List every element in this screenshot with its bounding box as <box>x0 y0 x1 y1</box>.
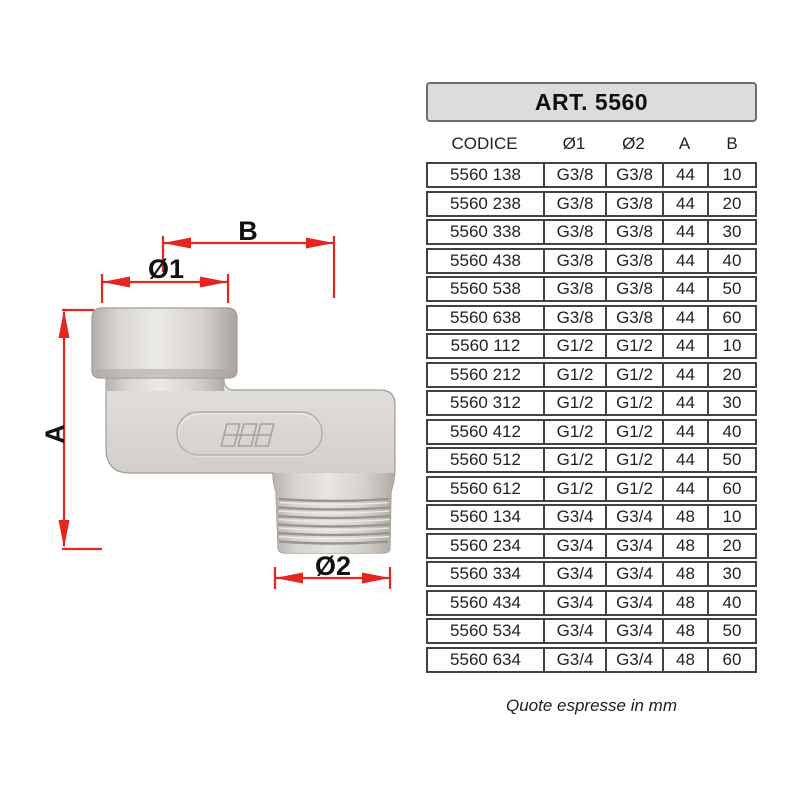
cell-a: 48 <box>662 506 707 528</box>
cell-d1: G3/4 <box>543 592 605 614</box>
cell-b: 50 <box>707 449 755 471</box>
cell-a: 44 <box>662 478 707 500</box>
cell-d2: G3/8 <box>605 307 662 329</box>
table-row <box>426 162 757 188</box>
dim-label-a: A <box>40 424 70 444</box>
cell-codice: 5560 634 <box>450 649 521 669</box>
cell-d2: G1/2 <box>605 392 662 414</box>
cell-a: 44 <box>662 335 707 357</box>
column-header-a: A <box>678 134 691 153</box>
cell-a: 44 <box>662 421 707 443</box>
cell-b: 30 <box>707 563 755 585</box>
cell-a: 48 <box>662 535 707 557</box>
cell-codice: 5560 538 <box>450 279 521 298</box>
table-row <box>426 447 757 473</box>
cell-a: 44 <box>662 221 707 243</box>
cell-b: 10 <box>707 506 755 528</box>
cell-d1: G1/2 <box>543 392 605 414</box>
cell-d1: G1/2 <box>543 364 605 386</box>
cell-b: 50 <box>707 620 755 642</box>
cell-d2: G3/4 <box>605 620 662 642</box>
cell-d2: G3/4 <box>605 563 662 585</box>
column-header-d2: Ø2 <box>622 134 645 153</box>
dim-label-b: B <box>238 216 258 246</box>
cell-a: 44 <box>662 364 707 386</box>
cell-a: 44 <box>662 392 707 414</box>
cell-d2: G3/4 <box>605 592 662 614</box>
cell-a: 48 <box>662 592 707 614</box>
cell-d2: G3/8 <box>605 193 662 215</box>
table-column-headers <box>426 132 757 156</box>
table-title: ART. 5560 <box>426 82 757 122</box>
cell-codice: 5560 612 <box>450 478 521 498</box>
cell-b: 60 <box>707 478 755 500</box>
column-header-b: B <box>726 134 738 153</box>
cell-a: 48 <box>662 649 707 671</box>
cell-b: 40 <box>707 250 755 272</box>
cell-codice: 5560 438 <box>450 250 521 270</box>
cell-b: 30 <box>707 392 755 414</box>
table-row <box>426 647 757 673</box>
cell-codice: 5560 212 <box>450 364 521 384</box>
cell-a: 44 <box>662 193 707 215</box>
cell-codice: 5560 512 <box>450 450 521 469</box>
column-header-codice: CODICE <box>451 134 518 153</box>
table-row <box>426 476 757 502</box>
cell-d1: G3/8 <box>543 278 605 300</box>
dimensions-table <box>426 162 757 675</box>
dim-label-d2: Ø2 <box>314 551 352 581</box>
cell-b: 20 <box>707 364 755 386</box>
cell-codice: 5560 412 <box>450 421 521 441</box>
cell-codice: 5560 434 <box>450 592 521 612</box>
cell-d1: G3/4 <box>543 563 605 585</box>
cell-d1: G1/2 <box>543 478 605 500</box>
fitting-illustration <box>92 308 395 553</box>
column-header-d1: Ø1 <box>562 134 586 153</box>
table-row <box>426 390 757 416</box>
cell-d1: G1/2 <box>543 449 605 471</box>
cell-b: 40 <box>707 592 755 614</box>
cell-codice: 5560 338 <box>450 222 521 241</box>
cell-codice: 5560 534 <box>450 621 521 640</box>
cell-d1: G3/8 <box>543 221 605 243</box>
cell-b: 10 <box>707 335 755 357</box>
table-row <box>426 333 757 359</box>
cell-d1: G3/8 <box>543 193 605 215</box>
fitting-female-cap <box>92 308 237 378</box>
cell-codice: 5560 234 <box>450 535 521 555</box>
table-row <box>426 618 757 644</box>
cell-d1: G3/8 <box>543 307 605 329</box>
table-row <box>426 191 757 217</box>
units-note: Quote espresse in mm <box>505 696 677 715</box>
cell-d2: G3/4 <box>605 535 662 557</box>
cell-codice: 5560 112 <box>450 336 521 355</box>
cell-d2: G3/4 <box>605 649 662 671</box>
cell-codice: 5560 312 <box>450 393 521 412</box>
table-row <box>426 305 757 331</box>
cell-a: 48 <box>662 563 707 585</box>
cell-b: 60 <box>707 307 755 329</box>
cell-d2: G1/2 <box>605 364 662 386</box>
cell-a: 48 <box>662 620 707 642</box>
cell-d2: G3/8 <box>605 164 662 186</box>
table-row <box>426 561 757 587</box>
cell-d1: G3/8 <box>543 250 605 272</box>
table-row <box>426 590 757 616</box>
cell-d1: G3/4 <box>543 535 605 557</box>
cell-d1: G1/2 <box>543 335 605 357</box>
cell-a: 44 <box>662 449 707 471</box>
dim-label-d1: Ø1 <box>147 254 185 284</box>
cell-d2: G1/2 <box>605 449 662 471</box>
table-row <box>426 533 757 559</box>
cell-d1: G3/4 <box>543 506 605 528</box>
cell-b: 40 <box>707 421 755 443</box>
table-row <box>426 362 757 388</box>
cell-a: 44 <box>662 278 707 300</box>
table-row <box>426 248 757 274</box>
cell-d1: G1/2 <box>543 421 605 443</box>
cell-a: 44 <box>662 164 707 186</box>
table-row <box>426 219 757 245</box>
cell-d1: G3/8 <box>543 164 605 186</box>
cell-b: 20 <box>707 193 755 215</box>
cell-codice: 5560 134 <box>450 507 521 526</box>
table-row <box>426 276 757 302</box>
cell-d1: G3/4 <box>543 620 605 642</box>
cell-d2: G1/2 <box>605 421 662 443</box>
cell-a: 44 <box>662 250 707 272</box>
table-row <box>426 419 757 445</box>
table-row <box>426 504 757 530</box>
cell-codice: 5560 138 <box>450 165 521 184</box>
cell-d2: G3/4 <box>605 506 662 528</box>
cell-codice: 5560 334 <box>450 564 521 583</box>
cell-a: 44 <box>662 307 707 329</box>
cap-rim-shadow <box>96 369 233 377</box>
cell-codice: 5560 638 <box>450 307 521 327</box>
cell-d2: G3/8 <box>605 221 662 243</box>
cell-d2: G1/2 <box>605 335 662 357</box>
cell-d1: G3/4 <box>543 649 605 671</box>
cell-codice: 5560 238 <box>450 193 521 213</box>
cell-b: 20 <box>707 535 755 557</box>
cell-b: 10 <box>707 164 755 186</box>
cell-b: 30 <box>707 221 755 243</box>
cell-d2: G3/8 <box>605 278 662 300</box>
cell-d2: G3/8 <box>605 250 662 272</box>
cell-d2: G1/2 <box>605 478 662 500</box>
cell-b: 60 <box>707 649 755 671</box>
cell-b: 50 <box>707 278 755 300</box>
